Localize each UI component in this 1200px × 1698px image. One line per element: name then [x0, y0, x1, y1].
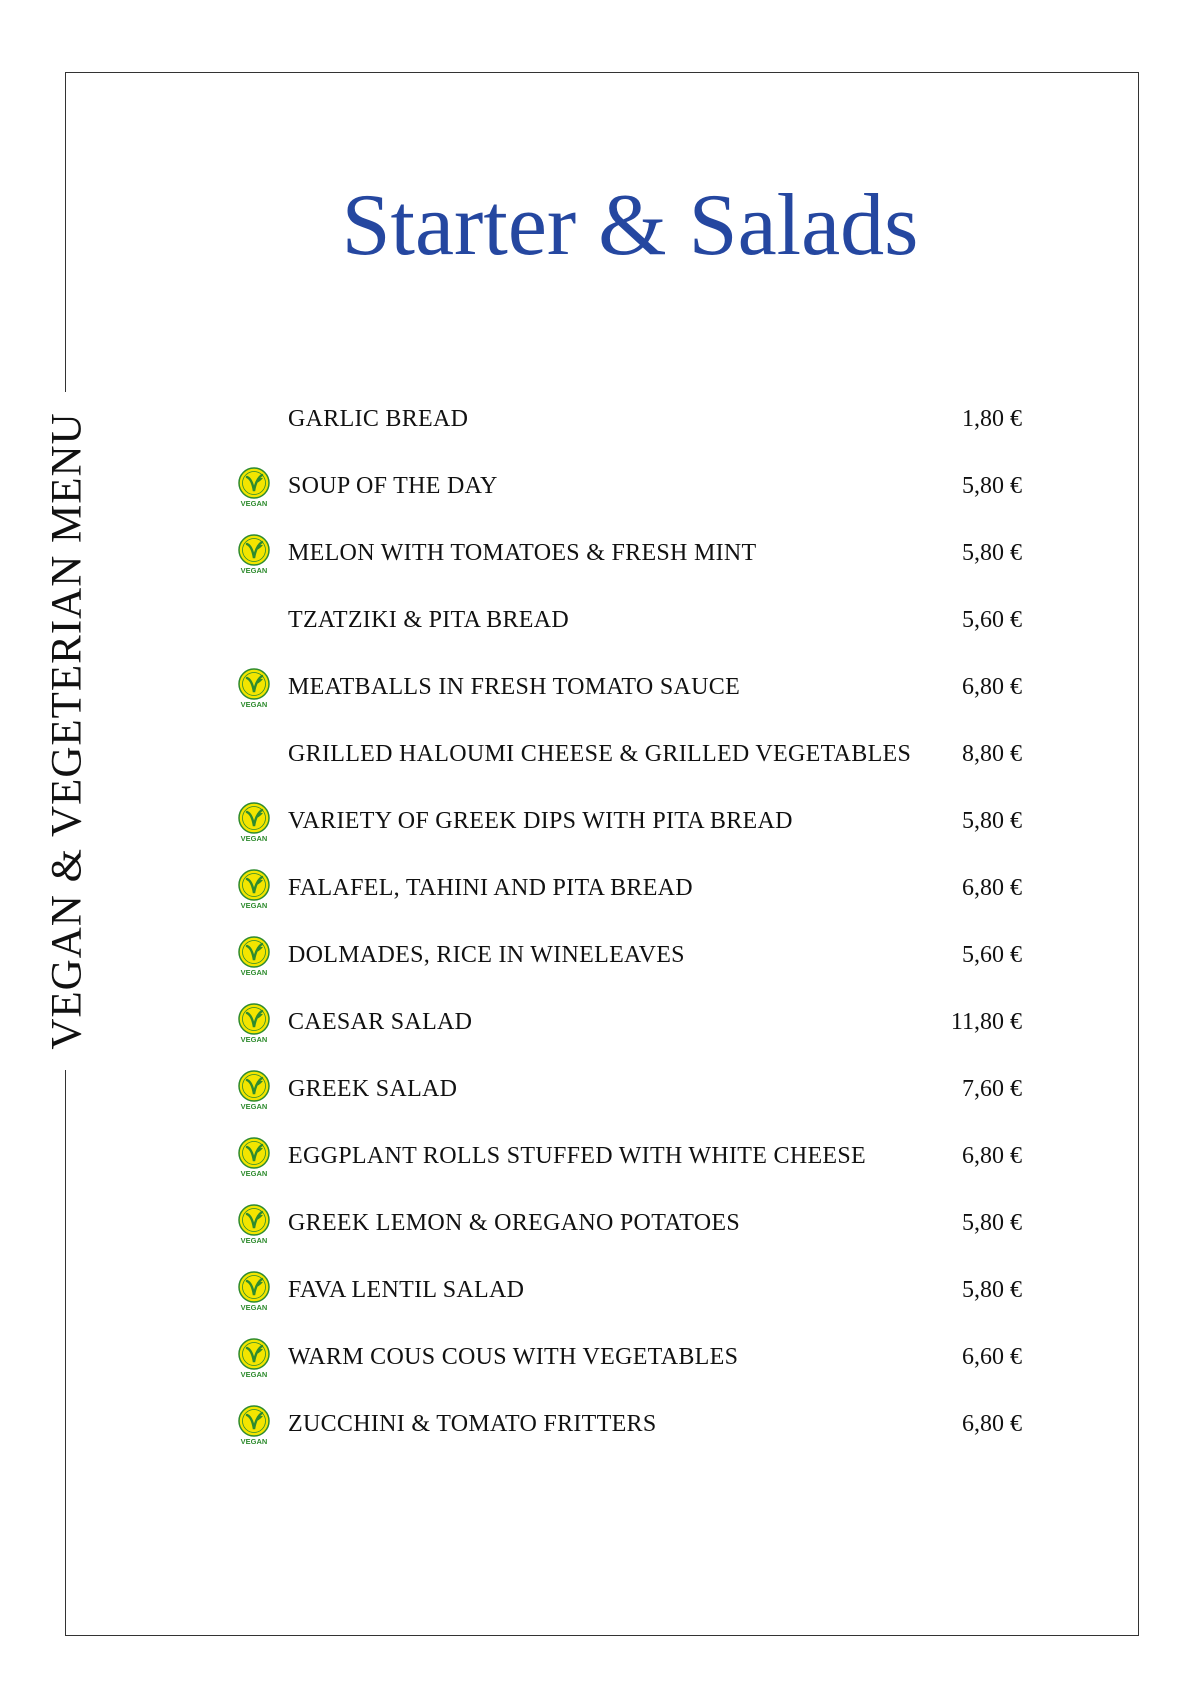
vegan-badge-label: VEGAN: [240, 834, 268, 843]
item-name: GRILLED HALOUMI CHEESE & GRILLED VEGETABLES: [288, 741, 912, 767]
item-name: WARM COUS COUS WITH VEGETABLES: [288, 1344, 739, 1370]
item-price: 5,80 €: [962, 540, 1022, 566]
menu-item: [236, 1404, 1022, 1444]
vegan-badge-icon: [236, 667, 272, 709]
menu-item: [236, 1337, 1022, 1377]
item-price: 5,60 €: [962, 607, 1022, 633]
item-name: FALAFEL, TAHINI AND PITA BREAD: [288, 875, 693, 901]
item-name: DOLMADES, RICE IN WINELEAVES: [288, 942, 685, 968]
item-name: GREEK LEMON & OREGANO POTATOES: [288, 1210, 740, 1236]
item-price: 6,80 €: [962, 1411, 1022, 1437]
item-name: TZATZIKI & PITA BREAD: [288, 607, 570, 633]
vegan-badge-icon: [236, 868, 272, 910]
item-price: 7,60 €: [962, 1076, 1022, 1102]
page-border: [65, 72, 1139, 1636]
menu-item: [236, 1270, 1022, 1310]
item-price: 6,60 €: [962, 1344, 1022, 1370]
vegan-badge-label: VEGAN: [240, 1370, 268, 1379]
vegan-badge-label: VEGAN: [240, 901, 268, 910]
vegan-badge-icon: [236, 1069, 272, 1111]
item-name: ZUCCHINI & TOMATO FRITTERS: [288, 1411, 657, 1437]
vegan-badge-icon: [236, 1404, 272, 1446]
page-title: Starter & Salads: [341, 177, 919, 274]
menu-item: [236, 935, 1022, 975]
item-price: 5,80 €: [962, 1210, 1022, 1236]
item-name: CAESAR SALAD: [288, 1009, 473, 1035]
item-name: VARIETY OF GREEK DIPS WITH PITA BREAD: [288, 808, 793, 834]
vegan-badge-label: VEGAN: [240, 1303, 268, 1312]
menu-item: [236, 1002, 1022, 1042]
menu-item: [236, 466, 1022, 506]
menu-item: [236, 801, 1022, 841]
menu-item: [236, 667, 1022, 707]
item-price: 6,80 €: [962, 875, 1022, 901]
side-label: VEGAN & VEGETERIAN MENU: [43, 412, 91, 1050]
vegan-badge-icon: [236, 1136, 272, 1178]
item-price: 8,80 €: [962, 741, 1022, 767]
vegan-badge-label: VEGAN: [240, 1102, 268, 1111]
vegan-badge-icon: [236, 935, 272, 977]
item-price: 5,80 €: [962, 808, 1022, 834]
item-name: MELON WITH TOMATOES & FRESH MINT: [288, 540, 757, 566]
item-name: FAVA LENTIL SALAD: [288, 1277, 525, 1303]
vegan-badge-label: VEGAN: [240, 1437, 268, 1446]
vegan-badge-label: VEGAN: [240, 1035, 268, 1044]
item-price: 5,80 €: [962, 1277, 1022, 1303]
item-name: GARLIC BREAD: [288, 406, 469, 432]
vegan-badge-icon: [236, 1203, 272, 1245]
vegan-badge-label: VEGAN: [240, 968, 268, 977]
vegan-badge-label: VEGAN: [240, 1169, 268, 1178]
item-name: SOUP OF THE DAY: [288, 473, 498, 499]
item-price: 11,80 €: [950, 1009, 1022, 1035]
vegan-badge-icon: [236, 1002, 272, 1044]
item-price: 5,80 €: [962, 473, 1022, 499]
menu-item: [236, 1203, 1022, 1243]
vegan-badge-icon: [236, 1270, 272, 1312]
item-price: 1,80 €: [962, 406, 1022, 432]
menu-item: [236, 600, 1022, 640]
menu-item: [236, 1069, 1022, 1109]
menu-item: [236, 868, 1022, 908]
vegan-badge-label: VEGAN: [240, 566, 268, 575]
vegan-badge-icon: [236, 466, 272, 508]
vegan-badge-icon: [236, 533, 272, 575]
vegan-badge-icon: [236, 801, 272, 843]
menu-item: [236, 1136, 1022, 1176]
item-price: 6,80 €: [962, 674, 1022, 700]
menu-item: [236, 399, 1022, 439]
menu-item: [236, 734, 1022, 774]
item-name: MEATBALLS IN FRESH TOMATO SAUCE: [288, 674, 741, 700]
item-name: GREEK SALAD: [288, 1076, 458, 1102]
menu-item: [236, 533, 1022, 573]
item-name: EGGPLANT ROLLS STUFFED WITH WHITE CHEESE: [288, 1143, 866, 1169]
vegan-badge-icon: [236, 1337, 272, 1379]
vegan-badge-label: VEGAN: [240, 700, 268, 709]
item-price: 5,60 €: [962, 942, 1022, 968]
vegan-badge-label: VEGAN: [240, 499, 268, 508]
item-price: 6,80 €: [962, 1143, 1022, 1169]
vegan-badge-label: VEGAN: [240, 1236, 268, 1245]
